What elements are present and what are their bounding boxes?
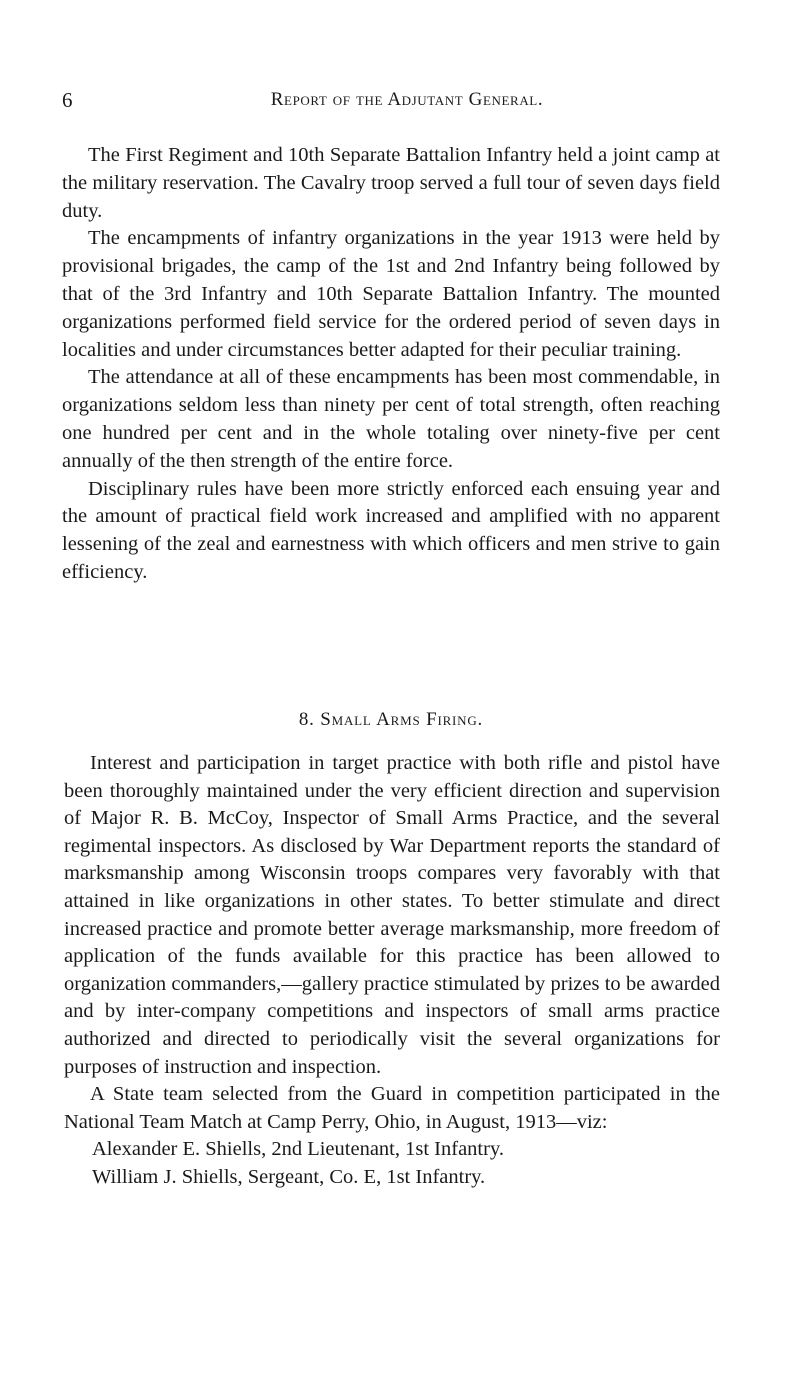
running-title: Report of the Adjutant General.: [270, 89, 544, 110]
page-header: [62, 88, 722, 114]
team-roster: [64, 1136, 720, 1191]
paragraph: The encampments of infantry organizations in the year 1913 were held by provisional brigades, the camp of the 1st and 2nd Infantry being followed by that of the 3rd Infantry and 10th Separate Battalion Infantry. The mounted organizations performed field service for the ordered period of seven days in localities and under circumstances better adapted for their peculiar training.: [62, 227, 720, 361]
page-number: 6: [62, 88, 73, 112]
body-text-upper: [62, 142, 720, 587]
roster-entry: Alexander E. Shiells, 2nd Lieutenant, 1st Infantry.: [92, 1138, 504, 1161]
roster-entry: William J. Shiells, Sergeant, Co. E, 1st Infantry.: [92, 1165, 486, 1188]
paragraph: A State team selected from the Guard in competition participated in the National Team Match at Camp Perry, Ohio, in August, 1913—viz:: [64, 1083, 720, 1133]
paragraph: Disciplinary rules have been more strictly enforced each ensuing year and the amount of practical field work increased and amplified with no apparent lessening of the zeal and earnestness with which officers and men strive to gain efficiency.: [62, 477, 720, 583]
paragraph: The First Regiment and 10th Separate Battalion Infantry held a joint camp at the military reservation. The Cavalry troop served a full tour of seven days field duty.: [62, 144, 720, 222]
paragraph: The attendance at all of these encampments has been most commendable, in organizations seldom less than ninety per cent of total strength, often reaching one hundred per cent and in the whole totaling over ninety-five per cent annually of the then strength of the entire force.: [62, 366, 720, 472]
body-text-lower: [64, 750, 720, 1192]
section-heading: 8. Small Arms Firing.: [298, 709, 484, 730]
paragraph: Interest and participation in target practice with both rifle and pistol have been thoroughly maintained under the very efficient direction and supervision of Major R. B. McCoy, Inspector of Small Arms Practice, and the several regimental inspectors. As disclosed by War Department reports the standard of marksmanship among Wisconsin troops compares very favorably with that attained in like organizations in other states. To better stimulate and direct increased practice and promote better average marksmanship, more freedom of application of the funds available for this practice has been allowed to organization commanders,—gallery practice stimulated by prizes to be awarded and by inter-company competitions and inspectors of small arms practice authorized and directed to periodically visit the several organizations for purposes of instruction and inspection.: [64, 752, 720, 1078]
